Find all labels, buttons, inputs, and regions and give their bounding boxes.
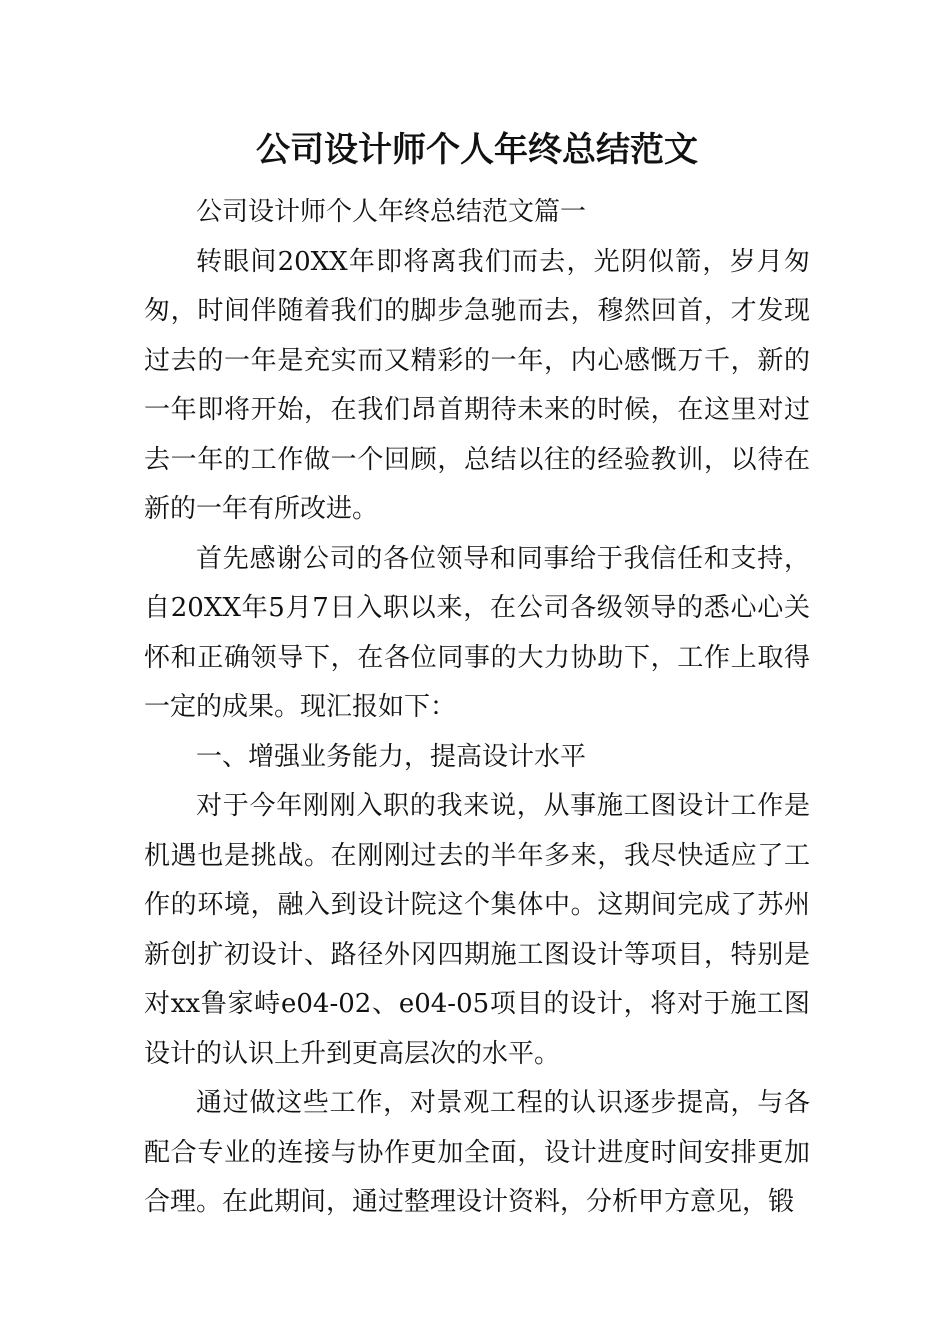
section-heading: 一、增强业务能力，提高设计水平 [196,741,587,772]
paragraph-thanks: 首先感谢公司的各位领导和同事给于我信任和支持，自20XX年5月7日入职以来，在公司各级领导的悉心心关怀和正确领导下，在各位同事的大力协助下，工作上取得一定的成果。现汇报如下： [144,543,810,722]
paragraph-progress: 通过做这些工作，对景观工程的认识逐步提高，与各配合专业的连接与协作更加全面，设计进度时间安排更加合理。在此期间，通过整理设计资料，分析甲方意见，锻 [144,1088,810,1217]
section-heading: 公司设计师个人年终总结范文篇一 [196,197,587,227]
paragraph-work: 对于今年刚刚入职的我来说，从事施工图设计工作是机遇也是挑战。在刚刚过去的半年多来，我尽快适应了工作的环境，融入到设计院这个集体中。这期间完成了苏州新创扩初设计、路径外冈四期施工图设计等项目，特别是对xx鲁家峙e04-02、e04-05项目的设计，将对于施工图设计的认识上升到更高层次的水平。 [144,791,810,1069]
paragraph-intro: 转眼间20XX年即将离我们而去，光阴似箭，岁月匆匆，时间伴随着我们的脚步急驰而去，穆然回首，才发现过去的一年是充实而又精彩的一年，内心感慨万千，新的一年即将开始，在我们昂首期待未来的时候，在这里对过去一年的工作做一个回顾，总结以往的经验教训，以待在新的一年有所改进。 [144,246,810,524]
document-title: 公司设计师个人年终总结范文 [256,130,698,170]
